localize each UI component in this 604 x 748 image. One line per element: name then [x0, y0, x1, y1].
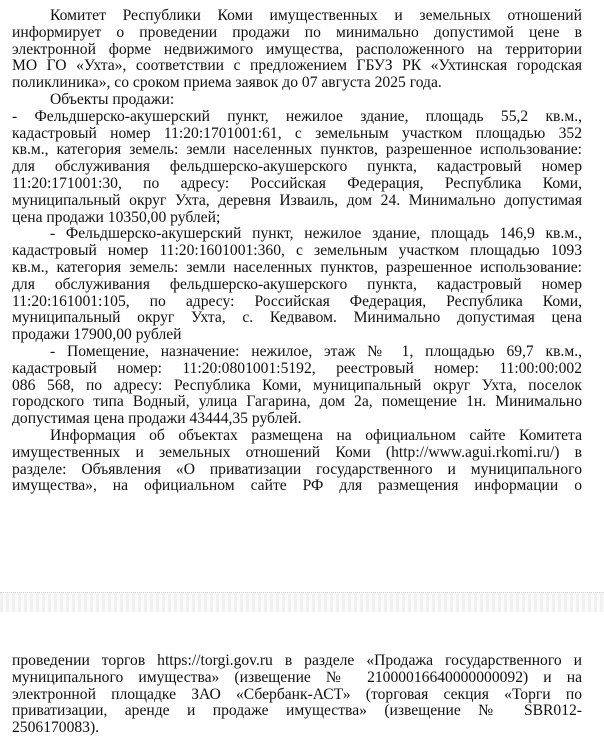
announcement-text-page-1 — [12, 8, 582, 495]
text-line: 11:20:171001:30, по адресу: Российская Федерация, Республика Коми, — [12, 174, 582, 192]
text-line: разделе: Объявления «О приватизации государственного и муниципального — [12, 460, 582, 478]
text-line: - Фельдшерско-акушерский пункт, нежилое здание, площадь 55,2 кв.м., — [12, 107, 582, 125]
text-line: приватизации, аренде и продаже имущества» (извещение № SBR012- — [12, 702, 582, 720]
text-line: цена продажи 10350,00 рублей; — [12, 208, 221, 226]
text-line: - Помещение, назначение: нежилое, этаж № 1, площадью 69,7 кв.м., — [50, 342, 582, 360]
text-line: имущества», на официальном сайте РФ для размещения информации о — [12, 477, 582, 495]
text-line: для обслуживания фельдшерско-акушерского пункта, кадастровый номер — [12, 275, 582, 293]
text-line: для обслуживания фельдшерско-акушерского пункта, кадастровый номер — [12, 158, 582, 176]
text-line: Комитет Республики Коми имущественных и земельных отношений — [50, 7, 582, 24]
text-line: допустимая цена продажи 43444,35 рублей. — [12, 410, 302, 428]
text-line: кв.м., категория земель: земли населенных пунктов, разрешенное использование: — [12, 141, 582, 159]
text-line: кв.м., категория земель: земли населенных пунктов, разрешенное использование: — [12, 258, 582, 276]
text-line: проведении торгов https://torgi.gov.ru в разделе «Продажа государственного и — [12, 652, 582, 669]
text-line: МО ГО «Ухта», соответствии с предложением ГБУЗ РК «Ухтинская городская — [12, 57, 582, 75]
text-line: - Фельдшерско-акушерский пункт, нежилое здание, площадь 146,9 кв.м., — [50, 225, 582, 243]
text-line: 11:20:161001:105, по адресу: Российская Федерация, Республика Коми, — [12, 292, 582, 310]
text-line: муниципальный округ Ухта, с. Кедвавом. Минимально допустимая цена — [12, 309, 582, 327]
objects-heading: Объекты продажи: — [50, 90, 175, 108]
text-line: поликлиника», со сроком приема заявок до 07 августа 2025 года. — [12, 74, 442, 92]
text-line: Информация об объектах размещена на официальном сайте Комитета — [50, 426, 582, 444]
text-line: кадастровый номер: 11:20:0801001:5192, реестровый номер: 11:00:00:002 — [12, 359, 582, 377]
text-line: имущественных и земельных отношений Коми (http://www.agui.rkomi.ru/) в — [12, 443, 582, 461]
text-line: муниципального имущества» (извещение № 21000016640000000092) и на — [12, 668, 582, 686]
text-line: 2506170083). — [12, 719, 100, 737]
text-line: продажи 17900,00 рублей — [12, 326, 182, 344]
text-line: городского типа Водный, улица Гагарина, дом 2а, помещение 1н. Минимально — [12, 393, 582, 411]
text-line: кадастровый номер 11:20:1601001:360, с земельным участком площадью 1093 — [12, 242, 582, 260]
text-line: 086 568, по адресу: Республика Коми, муниципальный округ Ухта, поселок — [12, 376, 582, 394]
text-line: электронной площадке ЗАО «Сбербанк-АСТ» (торговая секция «Торги по — [12, 685, 582, 703]
text-line: электронной форме недвижимого имущества, расположенного на территории — [12, 40, 582, 58]
document-page-2 — [0, 612, 604, 748]
text-line: муниципальный округ Ухта, деревня Изваиль, дом 24. Минимально допустимая — [12, 191, 582, 209]
text-line: информирует о проведении продажи по минимально допустимой цене в — [12, 23, 582, 41]
text-line: кадастровый номер 11:20:1701001:61, с земельным участком площадью 352 — [12, 124, 582, 142]
announcement-text-page-2 — [12, 653, 582, 737]
